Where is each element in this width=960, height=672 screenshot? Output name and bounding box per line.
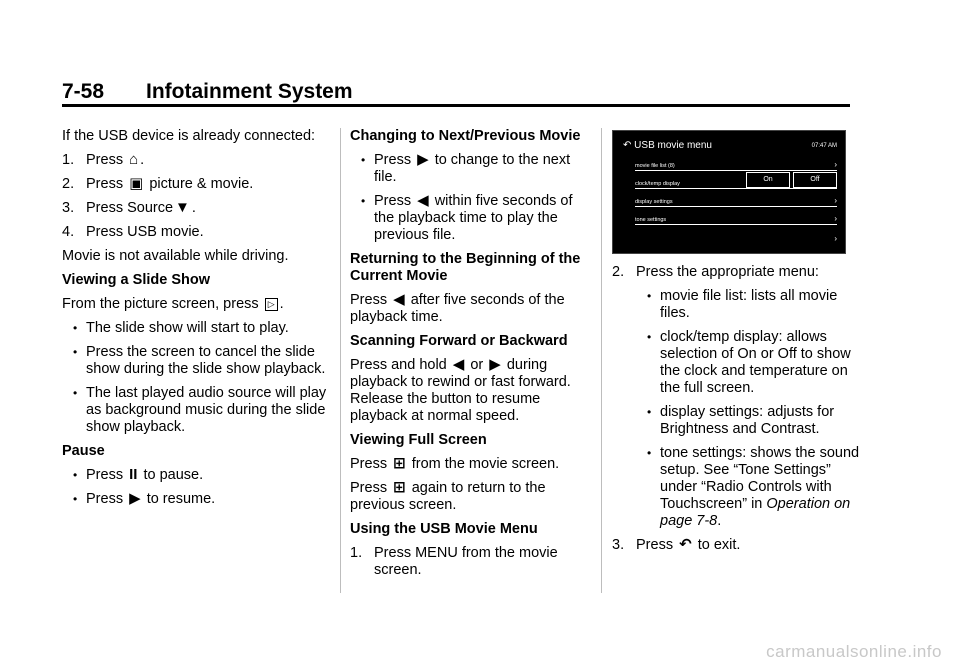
column-2: [350, 128, 590, 586]
chevron-right-icon: ›: [834, 234, 837, 243]
chevron-right-icon: ›: [834, 160, 837, 169]
watermark: carmanualsonline.info: [766, 642, 942, 661]
column-3: [612, 128, 862, 561]
slideshow-icon: ▷: [265, 298, 278, 311]
list-item: • tone settings: shows the sound setup. See “Tone Settings” under “Radio Controls with Touchscreen” in Operation on page 7-8.: [636, 445, 862, 530]
column-divider: [340, 128, 341, 593]
list-item: • The last played audio source will play as background music during the slide show playback.: [62, 385, 332, 436]
page-header: [62, 80, 353, 104]
source-down-arrow-icon: ▼: [175, 199, 190, 216]
step-item: 3. Press Source ▼ .: [62, 199, 196, 216]
back-icon: ↶: [679, 536, 692, 553]
slideshow-intro: From the picture screen, press ▷ .: [62, 296, 284, 312]
next-prev-heading: Changing to Next/Previous Movie: [350, 128, 581, 144]
step-item: 2. Press the appropriate menu:: [612, 264, 819, 280]
step-item: 2. Press ▣ picture & movie.: [62, 175, 254, 192]
menu-row-movie-file-list: movie file list (8) ›: [635, 153, 837, 171]
pause-icon: II: [129, 466, 138, 483]
next-track-icon: ▶: [417, 151, 429, 168]
screen-clock: 07:47 AM: [811, 143, 837, 149]
menu-row-tone-settings: tone settings ›: [635, 207, 837, 225]
step-item: 1. Press MENU from the movie screen.: [350, 545, 558, 578]
fullscreen-text-1: Press ⊞ from the movie screen.: [350, 455, 560, 472]
menu-row-empty: [635, 227, 837, 245]
slideshow-heading: Viewing a Slide Show: [62, 272, 210, 288]
list-item: • Press ▶ to resume.: [62, 491, 332, 508]
list-item: • clock/temp display: allows selection of On or Off to show the clock and temperature on the full screen.: [636, 329, 862, 397]
menu-row-display-settings: display settings ›: [635, 189, 837, 207]
back-icon: ↶: [623, 140, 632, 151]
sub-list: [636, 288, 862, 530]
list-item: • movie file list: lists all movie files.: [636, 288, 862, 322]
picture-movie-icon: ▣: [129, 175, 144, 192]
step-item: 1. Press ⌂ .: [62, 151, 145, 168]
scan-heading: Scanning Forward or Backward: [350, 333, 568, 349]
previous-track-icon: ◀: [417, 192, 429, 209]
intro-text: If the USB device is already connected:: [62, 128, 316, 144]
screen-title: ↶ USB movie menu: [623, 140, 712, 151]
step-item: 3. Press ↶ to exit.: [612, 536, 741, 553]
play-icon: ▶: [129, 490, 141, 507]
beginning-text: Press ◀ after five seconds of the playback time.: [350, 291, 565, 325]
fullscreen-text-2: Press ⊞ again to return to the previous screen.: [350, 479, 546, 513]
fullscreen-icon: ⊞: [393, 455, 406, 472]
on-button: On: [746, 172, 790, 188]
fullscreen-heading: Viewing Full Screen: [350, 432, 487, 448]
chevron-right-icon: ›: [834, 214, 837, 223]
usb-movie-menu-screenshot: [612, 130, 846, 254]
pause-heading: Pause: [62, 443, 105, 459]
home-icon: ⌂: [129, 151, 139, 168]
step-item: 4. Press USB movie.: [62, 224, 204, 240]
note-text: Movie is not available while driving.: [62, 248, 289, 264]
page-reference: Operation on page 7-8: [660, 496, 851, 529]
previous-track-icon: ◀: [393, 291, 405, 308]
list-item: • Press the screen to cancel the slide show during the slide show playback.: [62, 344, 332, 378]
off-button: Off: [793, 172, 837, 188]
list-item: • Press II to pause.: [62, 467, 332, 484]
list-item: • Press ◀ within five seconds of the playback time to play the previous file.: [350, 193, 590, 244]
page-number: 7-58: [62, 80, 105, 103]
menu-row-clock-temp: clock/temp display On Off: [635, 171, 837, 189]
column-divider: [601, 128, 602, 593]
section-title: Infotainment System: [146, 80, 353, 103]
menu-heading: Using the USB Movie Menu: [350, 521, 538, 537]
column-1: [62, 128, 332, 515]
list-item: • The slide show will start to play.: [62, 320, 332, 337]
list-item: • display settings: adjusts for Brightness and Contrast.: [636, 404, 862, 438]
header-rule: [62, 104, 850, 107]
previous-track-icon: ◀: [452, 356, 465, 373]
next-track-icon: ▶: [489, 356, 501, 373]
list-item: • Press ▶ to change to the next file.: [350, 152, 590, 186]
scan-text: Press and hold ◀ or ▶ during playback to rewind or fast forward. Release the button to resume playback at normal speed.: [350, 356, 571, 424]
beginning-heading: Returning to the Beginning of the Current Movie: [350, 251, 581, 284]
chevron-right-icon: ›: [834, 196, 837, 205]
fullscreen-icon: ⊞: [393, 479, 406, 496]
